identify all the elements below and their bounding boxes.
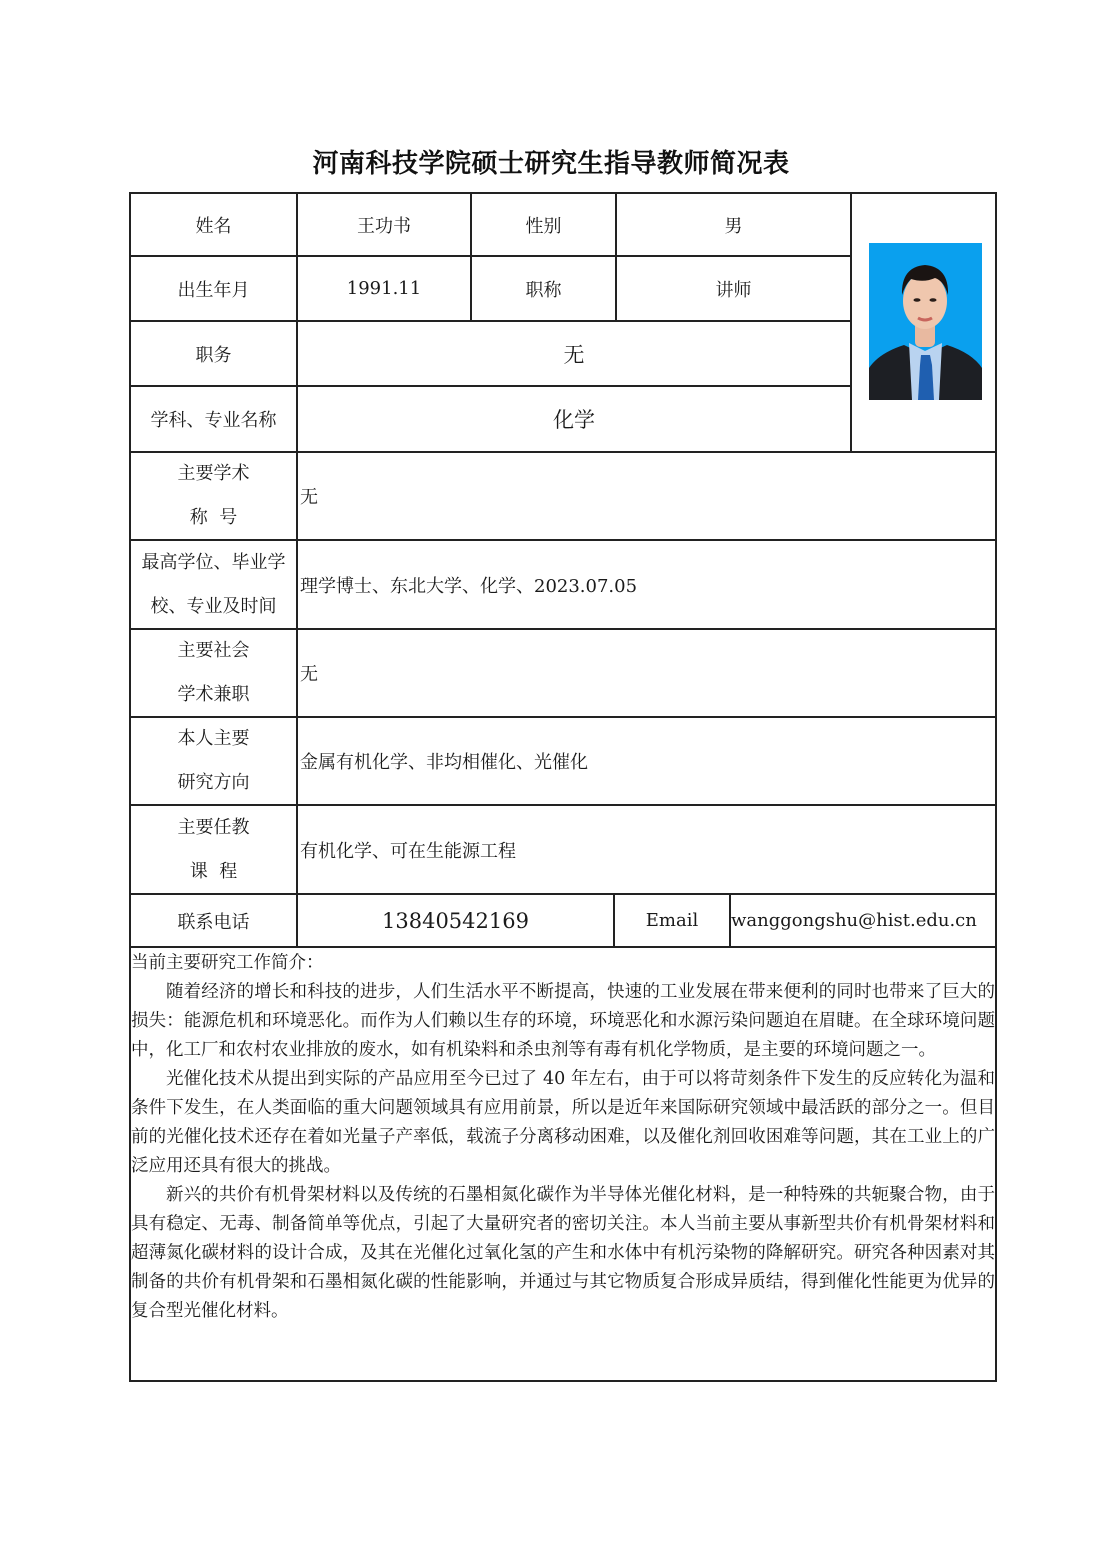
research-summary [131, 949, 995, 1326]
academic-title-value: 无 [300, 487, 318, 508]
research-label-line1: 本人主要 [177, 728, 250, 749]
email-label: Email [645, 910, 699, 931]
email-value[interactable]: wanggongshu@hist.edu.cn [731, 910, 977, 931]
gender-label: 性别 [525, 215, 562, 237]
name-value: 王功书 [357, 215, 411, 237]
birth-value: 1991.11 [346, 278, 422, 299]
page-title: 河南科技学院硕士研究生指导教师简况表 [312, 149, 790, 179]
degree-label [131, 541, 296, 628]
academic-title-label-line1: 主要学术 [177, 463, 250, 484]
courses-value: 有机化学、可在生能源工程 [300, 840, 516, 862]
col-divider [850, 192, 852, 452]
summary-paragraph: 新兴的共价有机骨架材料以及传统的石墨相氮化碳作为半导体光催化材料，是一种特殊的共轭聚合物，由于具有稳定、无毒、制备简单等优点，引起了大量研究者的密切关注。本人当前主要从事新型共价有机骨架材料和超薄氮化碳材料的设计合成，及其在光催化过氧化氢的产生和水体中有机污染物的降解研究。研究各种因素对其制备的共价有机骨架和石墨相氮化碳的性能影响，并通过与其它物质复合形成异质结，得到催化性能更为优异的复合型光催化材料。 [131, 1185, 995, 1321]
social-value: 无 [300, 664, 318, 685]
phone-value: 13840542169 [382, 908, 529, 933]
portrait-image [869, 243, 982, 400]
table-border-right [995, 192, 997, 1382]
rank-value: 讲师 [715, 279, 752, 301]
summary-paragraph: 随着经济的增长和科技的进步，人们生活水平不断提高，快速的工业发展在带来便利的同时也带来了巨大的损失：能源危机和环境恶化。而作为人们赖以生存的环境，环境恶化和水源污染问题迫在眉睫。在全球环境问题中，化工厂和农村农业排放的废水，如有机染料和杀虫剂等有毒有机化学物质，是主要的环境问题之一。 [131, 982, 995, 1060]
rank-label: 职称 [525, 279, 562, 301]
position-value: 无 [563, 342, 585, 367]
social-label-line2: 学术兼职 [177, 684, 250, 705]
courses-label-line2: 课 程 [189, 860, 238, 882]
table-border-bottom [129, 1380, 997, 1382]
research-label [131, 718, 296, 804]
summary-heading: 当前主要研究工作简介： [131, 953, 324, 973]
discipline-value: 化学 [553, 408, 595, 432]
row-divider [129, 946, 997, 948]
phone-label: 联系电话 [177, 911, 250, 933]
portrait-photo [869, 243, 982, 400]
research-label-line2: 研究方向 [177, 772, 250, 793]
courses-label-line1: 主要任教 [177, 816, 250, 838]
discipline-label: 学科、专业名称 [150, 410, 277, 431]
degree-label-line2: 校、专业及时间 [150, 595, 277, 617]
position-label: 职务 [195, 344, 232, 366]
birth-label: 出生年月 [177, 279, 250, 301]
summary-paragraph: 光催化技术从提出到实际的产品应用至今已过了 40 年左右，由于可以将苛刻条件下发生的反应转化为温和条件下发生，在人类面临的重大问题领域具有应用前景，所以是近年来国际研究领域中最活跃的部分之一。但目前的光催化技术还存在着如光量子产率低，载流子分离移动困难，以及催化剂回收困难等问题，其在工业上的广泛应用还具有很大的挑战。 [131, 1069, 995, 1176]
academic-title-label [131, 453, 296, 539]
profile-table [129, 192, 997, 1382]
degree-label-line1: 最高学位、毕业学 [141, 551, 286, 573]
social-label [131, 630, 296, 716]
gender-value: 男 [724, 215, 743, 237]
courses-label [131, 806, 296, 893]
name-label: 姓名 [195, 215, 232, 237]
academic-title-label-line2: 称 号 [189, 507, 238, 528]
degree-value: 理学博士、东北大学、化学、2023.07.05 [300, 575, 638, 597]
social-label-line1: 主要社会 [177, 640, 250, 661]
research-value: 金属有机化学、非均相催化、光催化 [300, 752, 588, 773]
